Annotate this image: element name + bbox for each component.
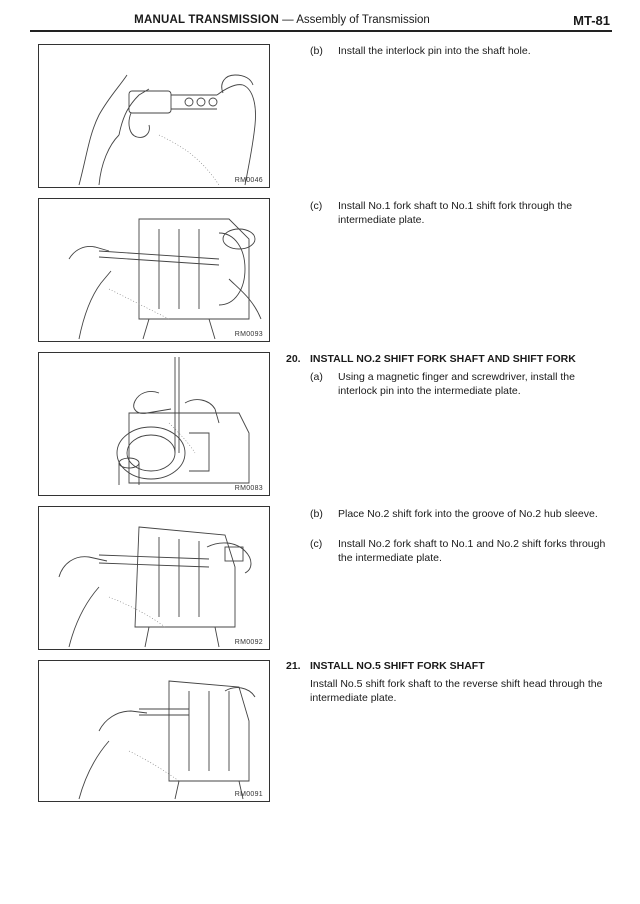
step-20a <box>310 370 610 398</box>
figure-code: RM0092 <box>234 639 263 646</box>
illustration-no2-shift-fork <box>39 507 269 649</box>
section-title: INSTALL NO.5 SHIFT FORK SHAFT <box>310 660 485 672</box>
step-text: Install No.2 fork shaft to No.1 and No.2 shift forks through the intermediate plate. <box>338 538 606 564</box>
figure-no5-fork-shaft <box>38 660 270 802</box>
header-title-section: Assembly of Transmission <box>296 14 430 26</box>
step-text: Install the interlock pin into the shaft hole. <box>338 45 531 57</box>
header-title-separator: — <box>278 14 297 26</box>
step-20b <box>310 507 610 521</box>
header-rule <box>30 30 612 32</box>
section-heading-21 <box>286 660 616 672</box>
step-text: Place No.2 shift fork into the groove of No.2 hub sleeve. <box>338 508 598 520</box>
step-label: (a) <box>310 371 323 383</box>
step-19c <box>310 199 610 227</box>
step-label: (c) <box>310 200 323 212</box>
figure-code: RM0091 <box>234 791 263 798</box>
step-label: (b) <box>310 508 323 520</box>
step-21-text: Install No.5 shift fork shaft to the reverse shift head through the intermediate plate. <box>310 678 603 704</box>
section-title: INSTALL NO.2 SHIFT FORK SHAFT AND SHIFT FORK <box>310 353 576 365</box>
step-20c <box>310 537 610 565</box>
illustration-fork-shaft-install <box>39 199 269 341</box>
step-label: (c) <box>310 538 323 550</box>
header-title-bold: MANUAL TRANSMISSION <box>134 14 279 26</box>
step-19b <box>310 44 610 58</box>
section-number: 21. <box>286 660 301 672</box>
figure-code: RM0046 <box>234 177 263 184</box>
header-title <box>30 14 534 26</box>
figure-code: RM0083 <box>234 485 263 492</box>
section-number: 20. <box>286 353 301 365</box>
page-header <box>30 10 612 32</box>
illustration-hands-pin <box>39 45 269 187</box>
page-number: MT-81 <box>573 13 610 28</box>
figure-no2-fork-shaft <box>38 506 270 650</box>
illustration-magnetic-finger <box>39 353 269 495</box>
figure-interlock-pin-intermediate-plate <box>38 352 270 496</box>
section-heading-20 <box>286 353 616 365</box>
figure-interlock-pin-shaft <box>38 44 270 188</box>
step-text: Install No.1 fork shaft to No.1 shift fork through the intermediate plate. <box>338 200 573 226</box>
step-text: Using a magnetic finger and screwdriver, install the interlock pin into the intermediate plate. <box>338 371 575 397</box>
figure-no1-fork-shaft <box>38 198 270 342</box>
step-label: (b) <box>310 45 323 57</box>
illustration-reverse-shift-head <box>39 661 269 801</box>
figure-code: RM0093 <box>234 331 263 338</box>
